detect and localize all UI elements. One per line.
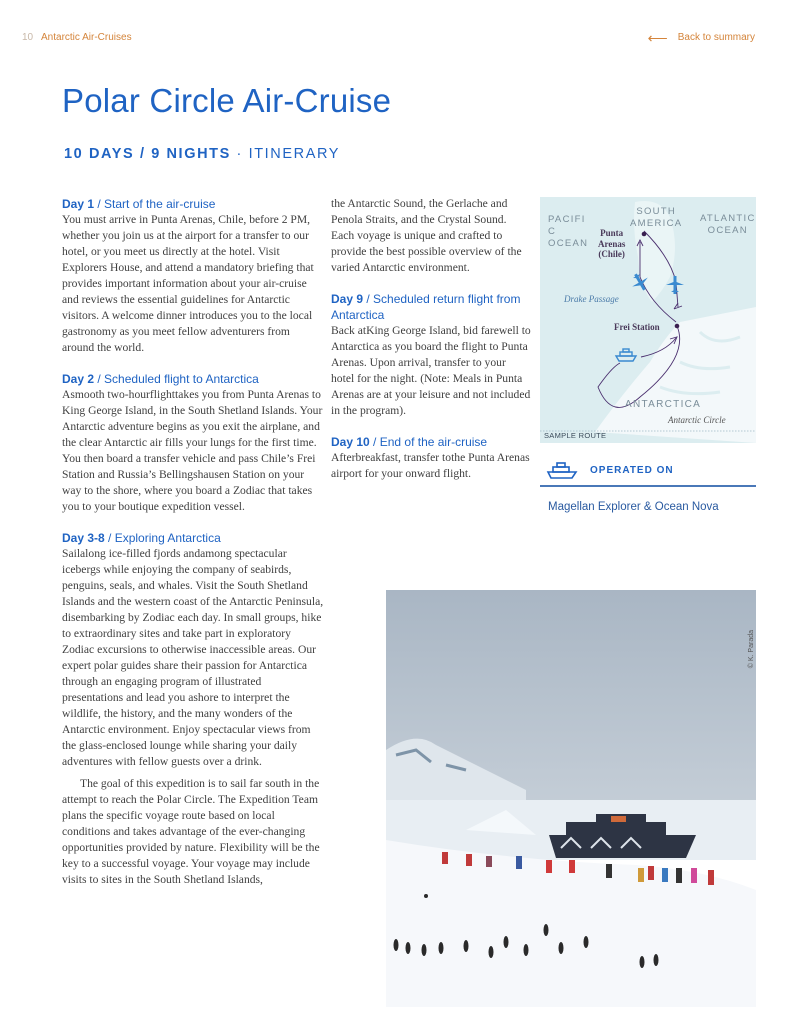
day-heading <box>62 530 324 546</box>
day-title: / End of the air-cruise <box>373 435 488 449</box>
photo-credit: © K. Parada <box>748 630 755 669</box>
day-title: / Exploring Antarctica <box>108 531 221 545</box>
page-header <box>0 29 788 46</box>
back-to-summary-link[interactable] <box>647 29 755 46</box>
day-text: Afterbreakfast, transfer tothe Punta Arenas airport for your onward flight. <box>331 451 530 480</box>
text-column-2 <box>331 196 531 497</box>
photo-illustration <box>386 590 756 1007</box>
back-link-label: Back to summary <box>677 32 755 43</box>
frei-station-label: Frei Station <box>614 322 660 332</box>
day-number: Day 1 <box>62 197 95 211</box>
label-line: AMERICA <box>630 218 683 229</box>
label-line: C <box>548 226 557 237</box>
day-text: You must arrive in Punta Arenas, Chile, before 2 PM, whether you join us at the airport for a transfer to our hotel, or you meet us directly at the hotel. Visit Explorers House, and attend a mandatory briefing that provides important information about your air-cruise and reviews the essential guidelines for Antarctic visitors. A welcome dinner introduces you to the local gastronomy as you meet fellow adventurers from around the world. <box>62 213 314 354</box>
atlantic-ocean-label <box>700 213 756 237</box>
day-3-8 <box>62 530 324 888</box>
label-line: SOUTH <box>636 206 677 217</box>
pacific-ocean-label <box>548 214 588 250</box>
drake-passage-label: Drake Passage <box>564 294 619 304</box>
arrow-left-icon: ⟵ <box>647 29 668 46</box>
label-line: ATLANTIC <box>700 213 756 224</box>
day-text-continued: The goal of this expedition is to sail far south in the attempt to reach the Polar Circle. The Expedition Team plans the specific voyage route based on local conditions and takes advantage of the ever-changing opportunities provided by nature. Flexibility will be the key to a successful voyage. Your voyage may include visits to sites in the South Shetland Islands, <box>62 777 320 886</box>
punta-arenas-label <box>598 228 625 260</box>
day-heading <box>331 434 531 450</box>
day-heading <box>62 371 324 387</box>
label-line: (Chile) <box>598 249 625 259</box>
day-number: Day 10 <box>331 435 370 449</box>
punta-arenas-point <box>642 232 647 237</box>
day-heading <box>62 196 324 212</box>
sample-route-label: SAMPLE ROUTE <box>544 431 607 440</box>
day-title: / Scheduled return flight from Antarctica <box>331 292 521 322</box>
frei-station-point <box>675 324 680 329</box>
day-text-continued: the Antarctic Sound, the Gerlache and Penola Straits, and the Crystal Sound. Each voyage is unique and crafted to provide the best possible overview of the varied Antarctic environment. <box>331 197 522 274</box>
itinerary-label: ITINERARY <box>248 146 341 162</box>
ship-icon <box>546 462 578 480</box>
expedition-photo <box>386 590 756 1007</box>
page-subtitle <box>64 146 340 162</box>
day-title: / Start of the air-cruise <box>97 197 216 211</box>
ship-icon <box>616 349 636 361</box>
page-number: 10 <box>22 32 34 43</box>
vessel-names: Magellan Explorer & Ocean Nova <box>548 501 719 513</box>
day-3-8-continued <box>331 196 531 276</box>
day-heading <box>331 291 531 323</box>
antarctica-label: ANTARCTICA <box>625 399 702 410</box>
separator: · <box>236 146 243 162</box>
day-text: Sailalong ice-filled fjords andamong spectacular icebergs while enjoying the company of seabirds, penguins, seals, and whales. Visit the South Shetland Islands and the western coast of the Antarctic Peninsula, disembarking by Zodiac each day. In small groups, hike to extraordinary sites and take part in exploratory Zodiac excursions to otherwise inaccessible areas. Our expert polar guides share their passion for Antarctica through an engaging program of illustrated presentations and lead you ashore to interpret the wildlife, the history, and the many wonders of the Antarctic environment. Enjoy spectacular views from the glass-enclosed lounge while sharing your daily adventures with fellow guests over a drink. <box>62 547 324 768</box>
text-column-1 <box>62 196 324 903</box>
page-title: Polar Circle Air-Cruise <box>62 82 392 119</box>
day-10 <box>331 434 531 482</box>
day-2 <box>62 371 324 515</box>
section-name: Antarctic Air-Cruises <box>41 32 132 43</box>
day-title: / Scheduled flight to Antarctica <box>97 372 259 386</box>
day-text: Asmooth two-hourflighttakes you from Punta Arenas to King George Island, in the South Shetland Islands. Your Antarctic adventure begins as you exit the airplane, and the clear Antarctic air fills your lungs for the first time. You then board a transfer vehicle and pass Chile’s Frei Station and Russia’s Bellingshausen Station on your way to the shore, where you board a Zodiac that takes you to your boutique expedition vessel. <box>62 388 323 513</box>
day-text: Back atKing George Island, bid farewell to Antarctica as you board the flight to Punta Arenas. Upon arrival, transfer to your hotel for the night. (Note: Meals in Punta Arenas are at your leisure and not included in the program). <box>331 324 531 417</box>
label-line: PACIFI <box>548 214 586 225</box>
label-line: OCEAN <box>707 225 748 236</box>
operated-on-label: OPERATED ON <box>590 465 674 476</box>
antarctic-circle-label: Antarctic Circle <box>668 415 726 425</box>
day-9 <box>331 291 531 419</box>
day-number: Day 9 <box>331 292 364 306</box>
route-map <box>540 197 756 443</box>
south-america-label <box>630 206 682 230</box>
label-line: Arenas <box>598 238 626 249</box>
operated-on-header <box>540 456 756 487</box>
day-1 <box>62 196 324 356</box>
day-number: Day 3-8 <box>62 531 105 545</box>
label-line: OCEAN <box>548 238 589 249</box>
label-line: Punta <box>600 228 624 238</box>
duration: 10 DAYS / 9 NIGHTS <box>64 146 231 162</box>
day-number: Day 2 <box>62 372 95 386</box>
